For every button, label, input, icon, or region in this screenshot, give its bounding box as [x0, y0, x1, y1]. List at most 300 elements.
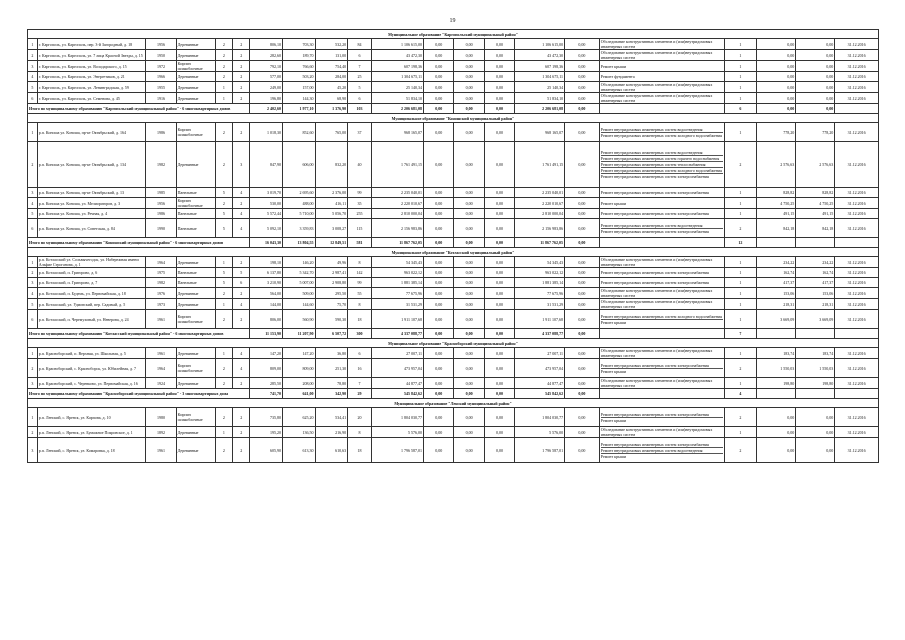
- work-type-item: Обследование конструктивных элементов и (или)внутридомовых инженерных систем: [600, 348, 713, 358]
- living-area-cell: 560,90: [282, 310, 315, 329]
- table-row: [28, 359, 879, 378]
- row-number: 3: [28, 438, 38, 463]
- fund-federal-cell: 0,00: [424, 61, 454, 72]
- residential-area-cell: 36,80: [315, 348, 348, 359]
- fund-local-cell: 0,00: [484, 123, 514, 142]
- entrances-cell: 2: [233, 257, 250, 268]
- cost-cell: 1 796 587,01: [371, 438, 423, 463]
- deadline-sum-blank: [835, 389, 879, 399]
- fund-owners-cell: 43 472,30: [515, 50, 565, 61]
- max-unit-cost-cell: 4 750,25: [796, 198, 835, 209]
- row-number: 2: [28, 50, 38, 61]
- fund-other-cell: 0,00: [565, 188, 600, 198]
- cost-cell: 1 761 491,15: [371, 142, 423, 188]
- wall-material-cell: Деревянные: [176, 378, 215, 389]
- total-area-cell: 605,90: [250, 438, 283, 463]
- works-cell: [599, 82, 724, 93]
- fund-regional-cell: 0,00: [454, 378, 484, 389]
- works-sum-blank: [599, 389, 724, 399]
- fund-regional-cell: 0,00: [454, 209, 484, 219]
- address-cell: р.п. Коноша ул. Коноша, пр-кт Октябрьский, д. 13: [37, 188, 146, 198]
- fund-other-cell: 0,00: [565, 378, 600, 389]
- total-area-sum: 11 153,90: [250, 329, 283, 339]
- residents-cell: 5: [348, 82, 372, 93]
- work-type-item: Ремонт внутридомовых инженерных систем электроснабжения: [600, 280, 709, 285]
- year-cell: 1982: [146, 142, 176, 188]
- fund-other-cell: 0,00: [565, 142, 600, 188]
- fund-federal-cell: 0,00: [424, 188, 454, 198]
- floors-cell: 2: [215, 359, 232, 378]
- total-area-cell: 5 092,10: [250, 219, 283, 238]
- fund-other-cell: 0,00: [565, 61, 600, 72]
- residential-area-cell: 75,70: [315, 299, 348, 310]
- fund-owners-sum: 11 867 762,05: [515, 238, 565, 248]
- work-type-item: Ремонт крыши: [600, 368, 626, 374]
- fund-federal-cell: 0,00: [424, 359, 454, 378]
- unit-cost-cell: 0,00: [757, 93, 796, 104]
- fund-other-cell: 0,00: [565, 438, 600, 463]
- total-area-cell: 147,20: [250, 348, 283, 359]
- wall-material-cell: Панельные: [176, 278, 215, 288]
- row-number: 4: [28, 288, 38, 299]
- fund-regional-cell: 0,00: [454, 348, 484, 359]
- fund-owners-cell: 2 156 983,86: [515, 219, 565, 238]
- total-area-cell: 198,10: [250, 257, 283, 268]
- page-number: 19: [449, 18, 456, 24]
- fund-local-cell: 0,00: [484, 438, 514, 463]
- work-type-item: Ремонт внутридомовых инженерных систем холодного водоснабжения: [600, 168, 722, 173]
- address-cell: р.п. Котласский, п. Черемуховый, ул. Неверова, д. 24: [37, 310, 146, 329]
- total-area-cell: 577,00: [250, 72, 283, 82]
- works-count-cell: 1: [724, 198, 757, 209]
- cost-cell: 968 165,07: [371, 123, 423, 142]
- cost-cell: 1 804 030,77: [371, 408, 423, 427]
- max-unit-cost-cell: 153,06: [796, 288, 835, 299]
- wall-material-cell: Кирпич шлакоблочные: [176, 359, 215, 378]
- entrances-cell: 2: [233, 39, 250, 50]
- fund-owners-cell: 77 675,96: [515, 288, 565, 299]
- works-count-cell: 2: [724, 219, 757, 238]
- total-area-sum: 741,70: [250, 389, 283, 399]
- residents-cell: 255: [348, 209, 372, 219]
- fund-federal-cell: 0,00: [424, 219, 454, 238]
- works-count-cell: 1: [724, 209, 757, 219]
- fund-federal-cell: 0,00: [424, 427, 454, 438]
- fund-other-cell: 0,00: [565, 359, 600, 378]
- living-area-cell: 703,30: [282, 39, 315, 50]
- residential-area-cell: 295,50: [315, 288, 348, 299]
- residential-area-cell: 49,96: [315, 257, 348, 268]
- fund-regional-cell: 0,00: [454, 82, 484, 93]
- living-area-cell: 606,00: [282, 142, 315, 188]
- fund-owners-cell: 1 881 385,14: [515, 278, 565, 288]
- address-cell: г. Каргополь, ул. Каргополь, ул. Ленинградская, д. 59: [37, 82, 146, 93]
- residents-sum: 300: [348, 329, 372, 339]
- fund-other-sum: 0,00: [565, 104, 600, 114]
- residential-area-sum: 12 849,51: [315, 238, 348, 248]
- municipality-name: Муниципальное образование "Ленский муниципальный район": [28, 399, 879, 408]
- residents-cell: 142: [348, 268, 372, 278]
- municipality-name: Муниципальное образование "Коношский муниципальный район": [28, 114, 879, 123]
- fund-federal-cell: 0,00: [424, 348, 454, 359]
- works-sum-blank: [599, 238, 724, 248]
- max-unit-cost-cell: 218,31: [796, 299, 835, 310]
- fund-regional-cell: 0,00: [454, 219, 484, 238]
- max-unit-cost-cell: 0,00: [796, 50, 835, 61]
- fund-local-cell: 0,00: [484, 142, 514, 188]
- fund-federal-cell: 0,00: [424, 268, 454, 278]
- floors-cell: 2: [215, 288, 232, 299]
- max-unit-cost-cell: 2 576,63: [796, 142, 835, 188]
- unit-cost-cell: 0,00: [757, 50, 796, 61]
- residents-cell: 8: [348, 427, 372, 438]
- fund-owners-cell: 44 877,47: [515, 378, 565, 389]
- fund-federal-cell: 0,00: [424, 257, 454, 268]
- floors-cell: 2: [215, 310, 232, 329]
- total-area-cell: 249,00: [250, 82, 283, 93]
- address-cell: р.п. Ленский, с. Яренск, ул. Карпова, д. 10: [37, 408, 146, 427]
- deadline-cell: 31.12.2016: [835, 438, 879, 463]
- municipality-name: Муниципальное образование "Красноборский муниципальный район": [28, 339, 879, 348]
- fund-local-sum: 0,00: [484, 238, 514, 248]
- works-count-cell: 1: [724, 348, 757, 359]
- residential-area-cell: 765,00: [315, 123, 348, 142]
- year-cell: 1961: [146, 438, 176, 463]
- fund-regional-cell: 0,00: [454, 288, 484, 299]
- year-cell: 1990: [146, 219, 176, 238]
- work-type-item: Ремонт внутридомовых инженерных систем водоотведения: [601, 223, 723, 229]
- wall-material-cell: Кирпич шлакоблочные: [176, 198, 215, 209]
- address-cell: р.п. Ленский, с. Яренск, ул. Комаровка, д. 18: [37, 438, 146, 463]
- work-type-item: Ремонт внутридомовых инженерных систем водоотведения: [601, 448, 723, 454]
- living-area-sum: 11 207,90: [282, 329, 315, 339]
- works-count-cell: 1: [724, 427, 757, 438]
- wall-material-cell: Панельные: [176, 219, 215, 238]
- max-unit-cost-cell: 0,00: [796, 408, 835, 427]
- max-unit-cost-sum: 0,00: [796, 104, 835, 114]
- entrances-cell: 6: [233, 278, 250, 288]
- works-count-cell: 1: [724, 288, 757, 299]
- municipality-name: Муниципальное образование "Котласский муниципальный район": [28, 248, 879, 257]
- residential-area-cell: 5 056,70: [315, 209, 348, 219]
- works-sum-blank: [599, 104, 724, 114]
- address-cell: р.п. Коноша ул. Коноша, пр-кт Октябрьский, д. 164: [37, 123, 146, 142]
- fund-other-cell: 0,00: [565, 408, 600, 427]
- table-row: [28, 299, 879, 310]
- living-area-sum: 1 977,10: [282, 104, 315, 114]
- address-cell: р.п. Котласский, ул. Удмовский, пер. Садовый, д. 5: [37, 299, 146, 310]
- fund-other-cell: 0,00: [565, 72, 600, 82]
- work-type-item: Обследование конструктивных элементов и (или)внутридомовых инженерных систем: [600, 39, 713, 49]
- residents-cell: 18: [348, 310, 372, 329]
- works-count-cell: 1: [724, 50, 757, 61]
- table-row: [28, 93, 879, 104]
- living-area-cell: 488,00: [282, 198, 315, 209]
- total-area-cell: 3 210,90: [250, 278, 283, 288]
- fund-owners-cell: 2 810 000,04: [515, 209, 565, 219]
- year-cell: 1956: [146, 198, 176, 209]
- total-area-cell: 144,00: [250, 299, 283, 310]
- total-row: [28, 238, 879, 248]
- total-area-cell: 5 572,44: [250, 209, 283, 219]
- residents-cell: 6: [348, 50, 372, 61]
- year-cell: 1972: [146, 61, 176, 72]
- deadline-cell: 31.12.2016: [835, 288, 879, 299]
- deadline-cell: 31.12.2016: [835, 359, 879, 378]
- floors-cell: 5: [215, 209, 232, 219]
- unit-cost-cell: 3 669,09: [757, 310, 796, 329]
- cost-sum: 2 206 681,08: [371, 104, 423, 114]
- fund-federal-cell: 0,00: [424, 123, 454, 142]
- works-cell: [599, 438, 724, 463]
- fund-local-cell: 0,00: [484, 268, 514, 278]
- year-cell: 1916: [146, 93, 176, 104]
- table-row: [28, 72, 879, 82]
- work-type-item: Ремонт внутридомовых инженерных систем электроснабжения: [601, 442, 723, 448]
- fund-regional-cell: 0,00: [454, 61, 484, 72]
- deadline-cell: 31.12.2016: [835, 72, 879, 82]
- fund-other-cell: 0,00: [565, 278, 600, 288]
- living-area-cell: 157,00: [282, 82, 315, 93]
- fund-regional-cell: 0,00: [454, 427, 484, 438]
- works-cell: [599, 188, 724, 198]
- deadline-cell: 31.12.2016: [835, 378, 879, 389]
- row-number: 3: [28, 278, 38, 288]
- table-row: [28, 82, 879, 93]
- residents-cell: 99: [348, 278, 372, 288]
- address-cell: р.п. Коноша ул. Коноша, ул. Речная, д. 4: [37, 209, 146, 219]
- total-row: [28, 329, 879, 339]
- floors-cell: 5: [215, 278, 232, 288]
- total-area-sum: 2 402,60: [250, 104, 283, 114]
- floors-cell: 1: [215, 299, 232, 310]
- living-area-cell: 144,30: [282, 93, 315, 104]
- max-unit-cost-cell: 198,80: [796, 378, 835, 389]
- fund-regional-cell: 0,00: [454, 123, 484, 142]
- address-cell: г. Каргополь, ул. Каргополь, ул. Энергетиков, д. 21: [37, 72, 146, 82]
- fund-other-cell: 0,00: [565, 198, 600, 209]
- fund-owners-cell: 1 761 491,15: [515, 142, 565, 188]
- deadline-cell: 31.12.2016: [835, 123, 879, 142]
- fund-other-cell: 0,00: [565, 268, 600, 278]
- total-row: [28, 104, 879, 114]
- deadline-cell: 31.12.2016: [835, 310, 879, 329]
- living-area-cell: 146,20: [282, 257, 315, 268]
- fund-other-cell: 0,00: [565, 348, 600, 359]
- fund-federal-cell: 0,00: [424, 198, 454, 209]
- living-area-cell: 613,30: [282, 438, 315, 463]
- max-unit-cost-cell: 828,82: [796, 188, 835, 198]
- residential-area-cell: 45,20: [315, 82, 348, 93]
- fund-local-cell: 0,00: [484, 359, 514, 378]
- fund-regional-cell: 0,00: [454, 268, 484, 278]
- deadline-cell: 31.12.2016: [835, 198, 879, 209]
- deadline-sum-blank: [835, 329, 879, 339]
- year-cell: 1975: [146, 268, 176, 278]
- works-cell: [599, 61, 724, 72]
- fund-owners-cell: 1 804 030,77: [515, 408, 565, 427]
- works-count-cell: 2: [724, 438, 757, 463]
- residential-area-cell: 284,00: [315, 72, 348, 82]
- fund-federal-cell: 0,00: [424, 278, 454, 288]
- fund-regional-cell: 0,00: [454, 299, 484, 310]
- works-cell: [599, 93, 724, 104]
- fund-owners-cell: 607 198,36: [515, 61, 565, 72]
- residential-area-cell: 416,11: [315, 198, 348, 209]
- unit-cost-cell: 0,00: [757, 61, 796, 72]
- total-area-cell: 195,20: [250, 427, 283, 438]
- row-number: 1: [28, 39, 38, 50]
- wall-material-cell: Деревянные: [176, 72, 215, 82]
- unit-cost-cell: 1 550,03: [757, 359, 796, 378]
- fund-regional-cell: 0,00: [454, 50, 484, 61]
- fund-federal-sum: 0,00: [424, 238, 454, 248]
- living-area-cell: 147,20: [282, 348, 315, 359]
- living-area-sum: 641,00: [282, 389, 315, 399]
- capital-repair-register-table: [27, 29, 879, 463]
- wall-material-cell: Деревянные: [176, 427, 215, 438]
- entrances-cell: 2: [233, 50, 250, 61]
- max-unit-cost-cell: 0,00: [796, 93, 835, 104]
- residents-cell: 6: [348, 348, 372, 359]
- unit-cost-cell: 4 750,25: [757, 198, 796, 209]
- fund-federal-cell: 0,00: [424, 438, 454, 463]
- work-type-item: Ремонт крыши: [600, 319, 626, 325]
- fund-other-cell: 0,00: [565, 39, 600, 50]
- max-unit-cost-cell: 842,18: [796, 219, 835, 238]
- fund-owners-cell: 54 345,43: [515, 257, 565, 268]
- works-count-cell: 1: [724, 310, 757, 329]
- address-cell: р.п. Коноша ул. Коноша, ул. Мелиораторов, д. 3: [37, 198, 146, 209]
- residents-sum: 581: [348, 238, 372, 248]
- year-cell: 1985: [146, 188, 176, 198]
- residential-area-cell: 754,40: [315, 61, 348, 72]
- table-row: [28, 198, 879, 209]
- floors-cell: 2: [215, 438, 232, 463]
- max-unit-cost-cell: 0,00: [796, 427, 835, 438]
- entrances-cell: 2: [233, 123, 250, 142]
- deadline-sum-blank: [835, 104, 879, 114]
- table-row: [28, 50, 879, 61]
- works-count-cell: 2: [724, 142, 757, 188]
- fund-owners-cell: 1 304 675,11: [515, 72, 565, 82]
- max-unit-cost-cell: 417,37: [796, 278, 835, 288]
- year-cell: 1986: [146, 209, 176, 219]
- entrances-cell: 5: [233, 268, 250, 278]
- unit-cost-cell: 0,00: [757, 438, 796, 463]
- floors-cell: 5: [215, 219, 232, 238]
- wall-material-cell: Деревянные: [176, 39, 215, 50]
- cost-cell: 44 877,47: [371, 378, 423, 389]
- fund-local-cell: 0,00: [484, 82, 514, 93]
- deadline-cell: 31.12.2016: [835, 219, 879, 238]
- fund-local-cell: 0,00: [484, 188, 514, 198]
- table-row: [28, 257, 879, 268]
- entrances-cell: 2: [233, 82, 250, 93]
- residential-area-sum: 342,90: [315, 389, 348, 399]
- year-cell: 1956: [146, 39, 176, 50]
- municipality-header-row: [28, 248, 879, 257]
- work-type-item: Ремонт фундамента: [600, 74, 635, 79]
- unit-cost-cell: 218,31: [757, 299, 796, 310]
- cost-cell: 31 531,29: [371, 299, 423, 310]
- work-type-item: Ремонт крыши: [600, 63, 626, 69]
- fund-regional-cell: 0,00: [454, 310, 484, 329]
- table-row: [28, 61, 879, 72]
- residents-cell: 40: [348, 142, 372, 188]
- fund-regional-cell: 0,00: [454, 39, 484, 50]
- cost-cell: 2 235 040,01: [371, 188, 423, 198]
- wall-material-cell: Деревянные: [176, 82, 215, 93]
- entrances-cell: 2: [233, 61, 250, 72]
- works-sum-blank: [599, 329, 724, 339]
- fund-federal-cell: 0,00: [424, 142, 454, 188]
- residents-cell: 16: [348, 359, 372, 378]
- unit-cost-cell: 2 576,63: [757, 142, 796, 188]
- max-unit-cost-cell: 0,00: [796, 82, 835, 93]
- cost-sum: 545 842,62: [371, 389, 423, 399]
- deadline-cell: 31.12.2016: [835, 188, 879, 198]
- cost-cell: 473 957,04: [371, 359, 423, 378]
- fund-local-cell: 0,00: [484, 61, 514, 72]
- entrances-cell: 2: [233, 310, 250, 329]
- floors-cell: 5: [215, 188, 232, 198]
- total-area-cell: 809,00: [250, 359, 283, 378]
- table-row: [28, 310, 879, 329]
- works-cell: [599, 299, 724, 310]
- total-area-cell: 806,00: [250, 310, 283, 329]
- deadline-sum-blank: [835, 238, 879, 248]
- work-type-item: Обследование конструктивных элементов и (или)внутридомовых инженерных систем: [600, 299, 713, 309]
- unit-cost-cell: 162,74: [757, 268, 796, 278]
- living-area-cell: 3 359,83: [282, 219, 315, 238]
- max-unit-cost-cell: 491,15: [796, 209, 835, 219]
- works-cell: [599, 257, 724, 268]
- unit-cost-sum: [757, 389, 796, 399]
- total-area-cell: 792,10: [250, 61, 283, 72]
- work-type-item: Ремонт внутридомовых инженерных систем электроснабжения: [601, 412, 723, 418]
- row-number: 6: [28, 93, 38, 104]
- table-row: [28, 438, 879, 463]
- total-label: Итого по муниципальному образованию "Коношский муниципальный район" - 6 многоквартирных домов: [28, 238, 250, 248]
- fund-owners-cell: 473 957,04: [515, 359, 565, 378]
- living-area-cell: 625,20: [282, 408, 315, 427]
- fund-owners-cell: 2 220 010,67: [515, 198, 565, 209]
- fund-regional-cell: 0,00: [454, 188, 484, 198]
- deadline-cell: 31.12.2016: [835, 61, 879, 72]
- table-row: [28, 348, 879, 359]
- cost-cell: 77 675,96: [371, 288, 423, 299]
- residents-cell: 20: [348, 408, 372, 427]
- total-area-cell: 564,00: [250, 288, 283, 299]
- works-count-cell: 1: [724, 378, 757, 389]
- wall-material-cell: Деревянные: [176, 288, 215, 299]
- residents-cell: 6: [348, 93, 372, 104]
- municipality-header-row: [28, 399, 879, 408]
- living-area-cell: 766,60: [282, 61, 315, 72]
- deadline-cell: 31.12.2016: [835, 93, 879, 104]
- table-row: [28, 278, 879, 288]
- year-cell: 1961: [146, 348, 176, 359]
- fund-owners-cell: 963 022,12: [515, 268, 565, 278]
- fund-local-cell: 0,00: [484, 198, 514, 209]
- fund-other-cell: 0,00: [565, 209, 600, 219]
- works-cell: [599, 348, 724, 359]
- row-number: 1: [28, 123, 38, 142]
- cost-cell: 1 881 385,14: [371, 278, 423, 288]
- fund-regional-sum: 0,00: [454, 238, 484, 248]
- entrances-cell: 2: [233, 378, 250, 389]
